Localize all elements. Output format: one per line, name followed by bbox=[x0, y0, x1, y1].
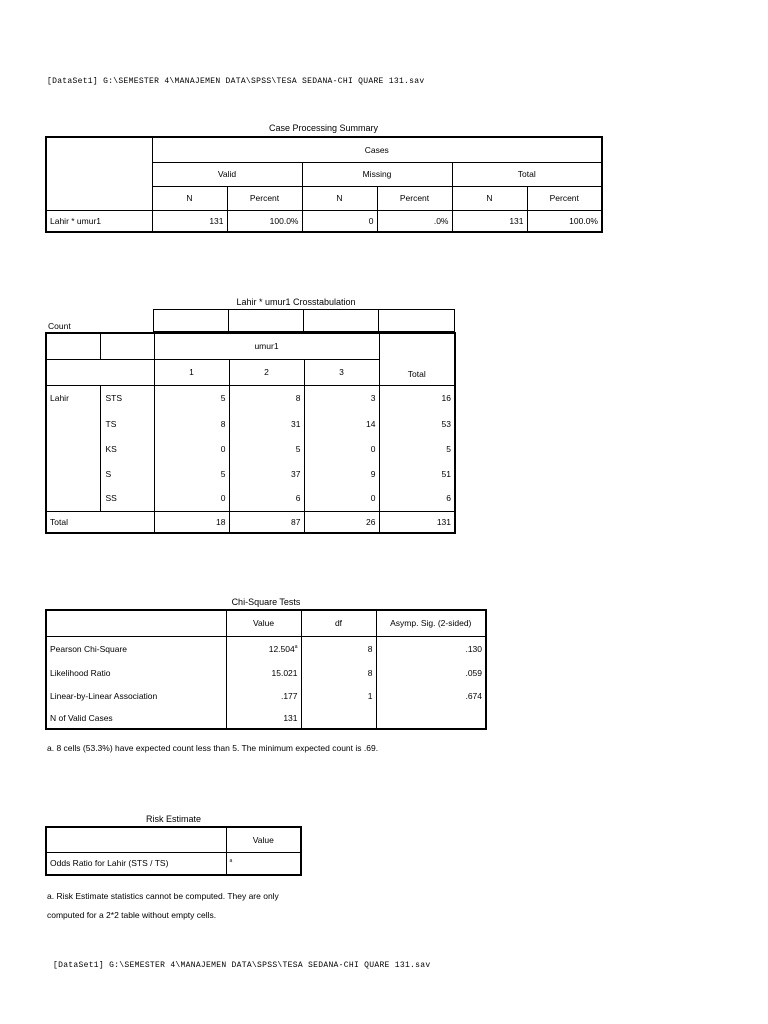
dataset-header: [DataSet1] G:\SEMESTER 4\MANAJEMEN DATA\SPSS\TESA SEDANA-CHI QUARE 131.sav bbox=[47, 77, 425, 86]
cell: 8 bbox=[229, 385, 304, 411]
test-df bbox=[301, 707, 376, 729]
empty-cell bbox=[46, 610, 226, 636]
cell: 3 bbox=[304, 385, 379, 411]
col-percent: Percent bbox=[227, 186, 302, 210]
row-total: 16 bbox=[379, 385, 455, 411]
crosstab-header-strip bbox=[153, 309, 455, 332]
test-sig: .059 bbox=[376, 661, 486, 684]
cell: 14 bbox=[304, 411, 379, 436]
valid-n: 131 bbox=[152, 210, 227, 232]
test-df: 1 bbox=[301, 684, 376, 707]
row-label: SS bbox=[100, 486, 154, 511]
chi-square-footnote: a. 8 cells (53.3%) have expected count less than 5. The minimum expected count is .69. bbox=[47, 743, 379, 753]
empty-cell bbox=[46, 486, 100, 511]
row-total: 5 bbox=[379, 436, 455, 461]
cell: 8 bbox=[154, 411, 229, 436]
valid-percent: 100.0% bbox=[227, 210, 302, 232]
cell: 0 bbox=[304, 436, 379, 461]
cell: 5 bbox=[154, 385, 229, 411]
empty-cell bbox=[46, 333, 100, 359]
test-sig: .130 bbox=[376, 636, 486, 661]
header-df: df bbox=[301, 610, 376, 636]
case-summary-corner bbox=[46, 137, 152, 210]
cell: 5 bbox=[229, 436, 304, 461]
header-sig: Asymp. Sig. (2-sided) bbox=[376, 610, 486, 636]
grand-total: 131 bbox=[379, 511, 455, 533]
group-missing: Missing bbox=[302, 162, 452, 186]
missing-percent: .0% bbox=[377, 210, 452, 232]
col-total: 18 bbox=[154, 511, 229, 533]
col-total: 26 bbox=[304, 511, 379, 533]
risk-table bbox=[45, 826, 302, 876]
risk-footnote-line2: computed for a 2*2 table without empty cells. bbox=[47, 910, 217, 920]
case-summary-title: Case Processing Summary bbox=[268, 123, 379, 133]
crosstab-title: Lahir * umur1 Crosstabulation bbox=[236, 297, 356, 307]
test-sig: .674 bbox=[376, 684, 486, 707]
total-row-label: Total bbox=[46, 511, 154, 533]
risk-title: Risk Estimate bbox=[145, 814, 201, 824]
cell: 37 bbox=[229, 461, 304, 486]
footnote-marker: a bbox=[294, 643, 298, 650]
header-value: Value bbox=[226, 610, 301, 636]
risk-row-label: Odds Ratio for Lahir (STS / TS) bbox=[46, 852, 226, 875]
missing-n: 0 bbox=[302, 210, 377, 232]
chi-square-table bbox=[45, 609, 487, 730]
total-percent: 100.0% bbox=[527, 210, 602, 232]
row-total: 6 bbox=[379, 486, 455, 511]
empty-cell bbox=[379, 310, 455, 332]
cell: 0 bbox=[304, 486, 379, 511]
empty-cell bbox=[304, 310, 379, 332]
row-total: 53 bbox=[379, 411, 455, 436]
cell: 31 bbox=[229, 411, 304, 436]
total-header: Total bbox=[379, 333, 455, 385]
chi-square-title: Chi-Square Tests bbox=[231, 597, 301, 607]
risk-header-value: Value bbox=[226, 827, 301, 852]
cell: 0 bbox=[154, 436, 229, 461]
row-label: TS bbox=[100, 411, 154, 436]
row-label: STS bbox=[100, 385, 154, 411]
col-n: N bbox=[302, 186, 377, 210]
col-n: N bbox=[152, 186, 227, 210]
count-label: Count bbox=[48, 321, 71, 331]
col-2: 2 bbox=[229, 359, 304, 385]
test-sig bbox=[376, 707, 486, 729]
test-value bbox=[226, 636, 301, 661]
row-label: KS bbox=[100, 436, 154, 461]
case-row-label: Lahir * umur1 bbox=[46, 210, 152, 232]
empty-cell bbox=[154, 310, 229, 332]
umur-header: umur1 bbox=[154, 333, 379, 359]
col-3: 3 bbox=[304, 359, 379, 385]
cell: 9 bbox=[304, 461, 379, 486]
test-label: Likelihood Ratio bbox=[46, 661, 226, 684]
empty-cell bbox=[46, 436, 100, 461]
group-valid: Valid bbox=[152, 162, 302, 186]
dataset-footer: [DataSet1] G:\SEMESTER 4\MANAJEMEN DATA\SPSS\TESA SEDANA-CHI QUARE 131.sav bbox=[53, 961, 431, 970]
cell: 0 bbox=[154, 486, 229, 511]
col-1: 1 bbox=[154, 359, 229, 385]
total-n: 131 bbox=[452, 210, 527, 232]
cell: 6 bbox=[229, 486, 304, 511]
col-n: N bbox=[452, 186, 527, 210]
row-label: S bbox=[100, 461, 154, 486]
empty-cell bbox=[46, 461, 100, 486]
col-percent: Percent bbox=[377, 186, 452, 210]
test-df: 8 bbox=[301, 661, 376, 684]
test-value-text: 12.504 bbox=[268, 643, 295, 654]
group-total: Total bbox=[452, 162, 602, 186]
empty-cell bbox=[46, 827, 226, 852]
row-group-label: Lahir bbox=[46, 385, 100, 411]
empty-cell bbox=[46, 359, 154, 385]
test-value: 131 bbox=[226, 707, 301, 729]
test-label: Linear-by-Linear Association bbox=[46, 684, 226, 707]
cases-header: Cases bbox=[152, 137, 602, 162]
footnote-marker: a bbox=[229, 858, 233, 865]
test-value: .177 bbox=[226, 684, 301, 707]
test-label: N of Valid Cases bbox=[46, 707, 226, 729]
row-total: 51 bbox=[379, 461, 455, 486]
risk-value bbox=[226, 852, 301, 875]
test-label: Pearson Chi-Square bbox=[46, 636, 226, 661]
cell: 5 bbox=[154, 461, 229, 486]
col-total: 87 bbox=[229, 511, 304, 533]
col-percent: Percent bbox=[527, 186, 602, 210]
test-df: 8 bbox=[301, 636, 376, 661]
case-summary-table bbox=[45, 136, 603, 233]
empty-cell bbox=[100, 333, 154, 359]
empty-cell bbox=[229, 310, 304, 332]
empty-cell bbox=[46, 411, 100, 436]
crosstab-table bbox=[45, 332, 456, 534]
test-value: 15.021 bbox=[226, 661, 301, 684]
risk-footnote-line1: a. Risk Estimate statistics cannot be computed. They are only bbox=[47, 891, 279, 901]
